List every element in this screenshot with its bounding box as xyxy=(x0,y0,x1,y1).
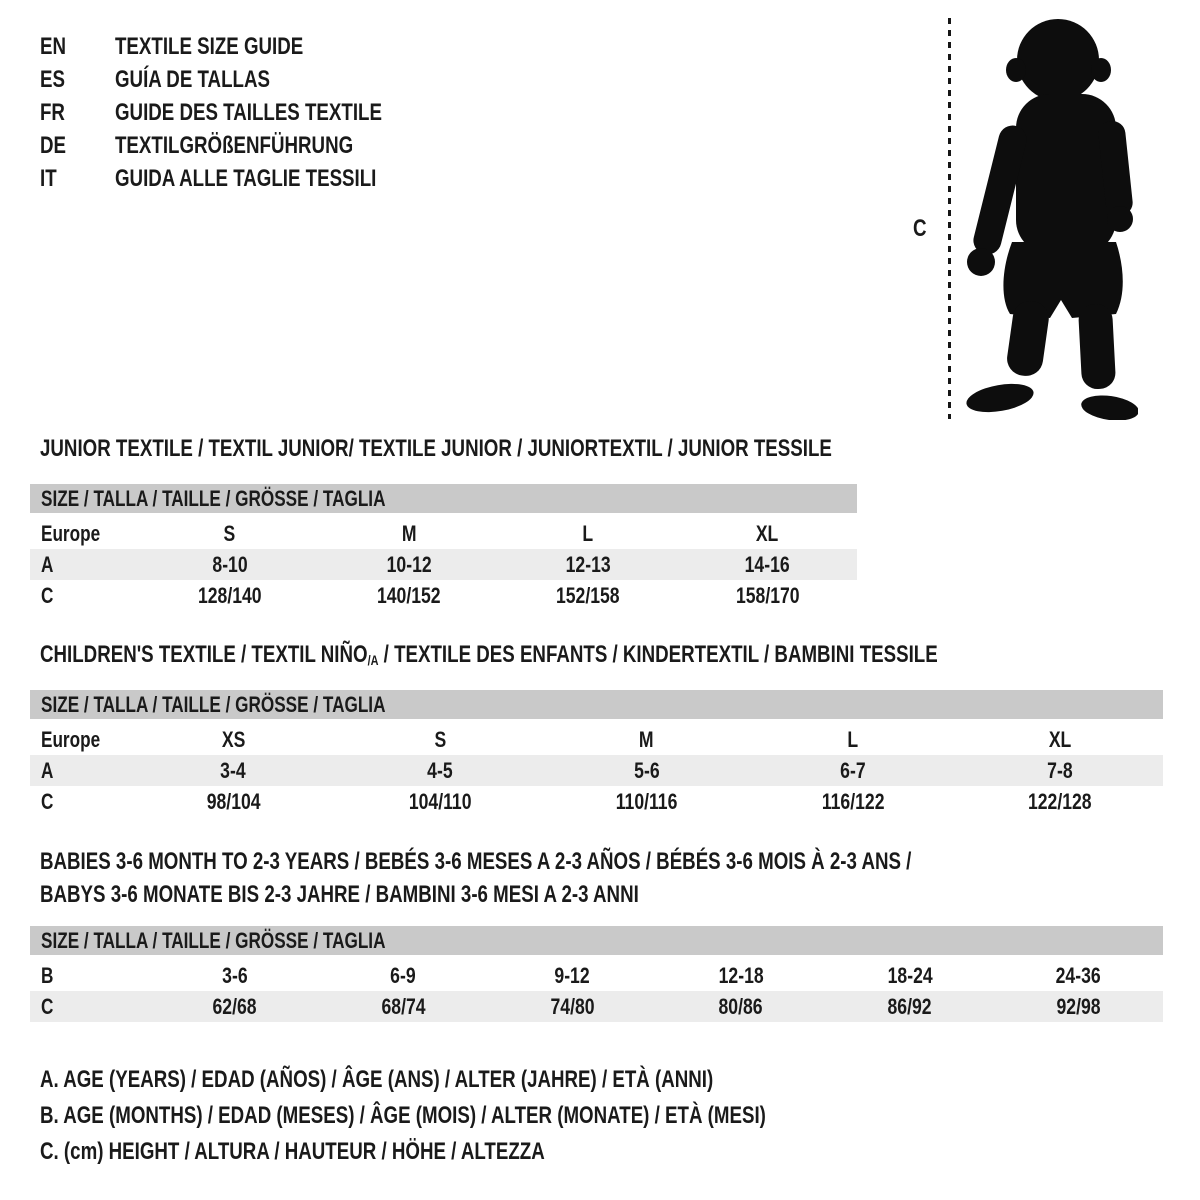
junior-section-title: JUNIOR TEXTILE / TEXTIL JUNIOR/ TEXTILE JUNIOR / JUNIORTEXTIL / JUNIOR TESSILE xyxy=(40,435,832,462)
age-value: 3-6 xyxy=(221,962,248,988)
language-code: FR xyxy=(40,98,65,126)
babies-section-title: BABIES 3-6 MONTH TO 2-3 YEARS / BEBÉS 3-6 MESES A 2-3 AÑOS / BÉBÉS 3-6 MOIS À 2-3 ANS / BABYS 3-6 MONATE BIS 2-3 JAHRE / BAMBINI 3-6 MESI A 2-3 ANNI xyxy=(40,848,912,908)
size-value: XL xyxy=(756,520,779,546)
table-row-europe xyxy=(30,724,1163,755)
size-value: L xyxy=(847,726,859,752)
language-row xyxy=(40,63,457,96)
table-row-europe xyxy=(30,518,857,549)
language-title-list xyxy=(40,30,457,195)
size-value: M xyxy=(639,726,654,752)
age-value: 12-18 xyxy=(718,962,764,988)
age-value: 7-8 xyxy=(1046,757,1073,783)
height-value: 62/68 xyxy=(212,993,257,1019)
children-section-title: CHILDREN'S TEXTILE / TEXTIL NIÑO/A / TEXTILE DES ENFANTS / KINDERTEXTIL / BAMBINI TESSILE xyxy=(40,641,938,668)
table-row-height xyxy=(30,991,1163,1022)
language-row xyxy=(40,96,457,129)
language-title: GUÍA DE TALLAS xyxy=(115,65,270,93)
row-label: C xyxy=(41,993,54,1019)
language-row xyxy=(40,129,457,162)
height-value: 98/104 xyxy=(206,788,261,814)
language-code: DE xyxy=(40,131,67,159)
language-title: GUIDA ALLE TAGLIE TESSILI xyxy=(115,164,377,192)
height-value: 140/152 xyxy=(377,582,441,608)
age-value: 24-36 xyxy=(1056,962,1102,988)
measurement-legend xyxy=(40,1062,971,1170)
table-row-height xyxy=(30,786,1163,817)
size-value: L xyxy=(582,520,594,546)
row-label: C xyxy=(41,582,54,608)
size-table-header: SIZE / TALLA / TAILLE / GRÖSSE / TAGLIA xyxy=(30,926,1163,955)
legend-line-b: B. AGE (MONTHS) / EDAD (MESES) / ÂGE (MOIS) / ALTER (MONATE) / ETÀ (MESI) xyxy=(40,1102,766,1129)
age-value: 4-5 xyxy=(427,757,453,783)
table-row-height xyxy=(30,580,857,611)
table-row-age xyxy=(30,549,857,580)
row-label: Europe xyxy=(41,726,101,752)
height-value: 86/92 xyxy=(887,993,932,1019)
row-label: A xyxy=(41,757,54,783)
language-code: EN xyxy=(40,32,67,60)
height-value: 74/80 xyxy=(550,993,595,1019)
age-value: 6-7 xyxy=(840,757,866,783)
age-value: 12-13 xyxy=(565,551,611,577)
height-value: 104/110 xyxy=(408,788,472,814)
legend-line-c: C. (cm) HEIGHT / ALTURA / HAUTEUR / HÖHE / ALTEZZA xyxy=(40,1138,545,1165)
height-value: 116/122 xyxy=(821,788,885,814)
row-label: A xyxy=(41,551,54,577)
height-value: 110/116 xyxy=(615,788,678,814)
height-dashed-line xyxy=(948,18,951,419)
height-value: 152/158 xyxy=(556,582,620,608)
children-size-table xyxy=(30,690,1163,817)
age-value: 6-9 xyxy=(390,962,416,988)
age-value: 8-10 xyxy=(211,551,248,577)
age-value: 18-24 xyxy=(887,962,933,988)
height-value: 68/74 xyxy=(381,993,426,1019)
height-value: 128/140 xyxy=(197,582,262,608)
height-value: 158/170 xyxy=(735,582,800,608)
babies-size-table xyxy=(30,926,1163,1022)
age-value: 10-12 xyxy=(386,551,432,577)
language-row xyxy=(40,162,457,195)
size-value: S xyxy=(223,520,236,546)
language-title: TEXTILE SIZE GUIDE xyxy=(115,32,304,60)
row-label: Europe xyxy=(41,520,101,546)
height-value: 92/98 xyxy=(1056,993,1101,1019)
height-value: 122/128 xyxy=(1027,788,1092,814)
row-label: B xyxy=(41,962,54,988)
table-row-age xyxy=(30,755,1163,786)
age-value: 3-4 xyxy=(220,757,247,783)
language-row xyxy=(40,30,457,63)
title-subscript: /A xyxy=(367,652,379,668)
size-value: M xyxy=(401,520,417,546)
language-code: IT xyxy=(40,164,57,192)
age-value: 5-6 xyxy=(633,757,660,783)
language-title: TEXTILGRÖßENFÜHRUNG xyxy=(115,131,354,159)
row-label: C xyxy=(41,788,54,814)
height-measure-label: C xyxy=(913,215,927,242)
size-value: S xyxy=(434,726,446,752)
size-value: XS xyxy=(221,726,246,752)
age-value: 9-12 xyxy=(554,962,590,988)
height-value: 80/86 xyxy=(718,993,763,1019)
table-row-months xyxy=(30,960,1163,991)
age-value: 14-16 xyxy=(744,551,790,577)
junior-size-table xyxy=(30,484,857,611)
language-code: ES xyxy=(40,65,65,93)
size-value: XL xyxy=(1048,726,1071,752)
toddler-silhouette-icon xyxy=(964,16,1138,420)
legend-line-a: A. AGE (YEARS) / EDAD (AÑOS) / ÂGE (ANS) / ALTER (JAHRE) / ETÀ (ANNI) xyxy=(40,1066,714,1093)
size-table-header: SIZE / TALLA / TAILLE / GRÖSSE / TAGLIA xyxy=(30,690,1163,719)
size-table-header: SIZE / TALLA / TAILLE / GRÖSSE / TAGLIA xyxy=(30,484,857,513)
language-title: GUIDE DES TAILLES TEXTILE xyxy=(115,98,382,126)
